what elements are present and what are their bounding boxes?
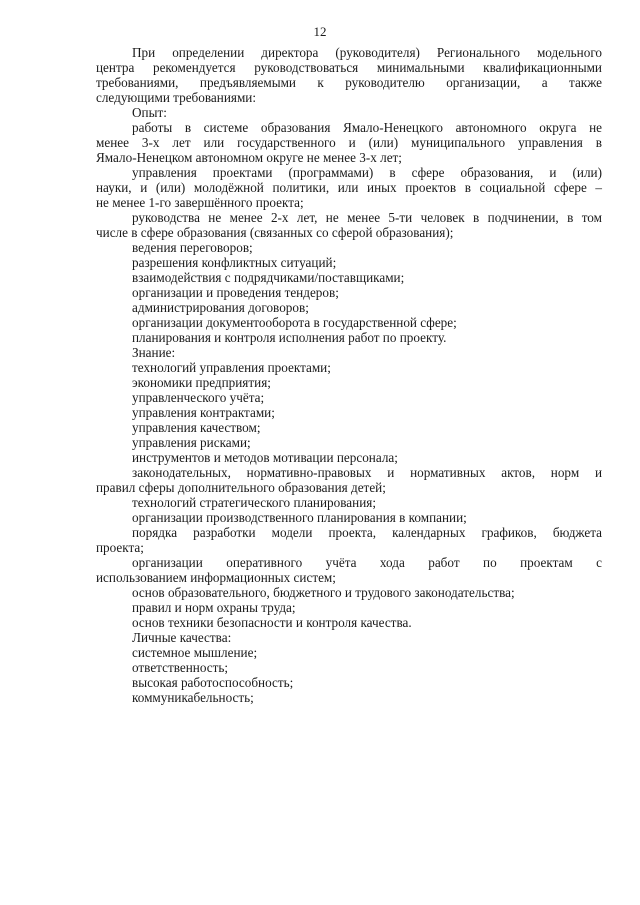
item-line: числе в сфере образования (связанных со сферой образования);	[96, 225, 454, 240]
list-item: управления контрактами;	[132, 405, 275, 420]
experience-list	[96, 240, 602, 345]
personal-qualities-heading: Личные качества:	[132, 630, 232, 645]
intro-line: При определении директора (руководителя) Регионального модельного	[132, 45, 602, 60]
experience-education-item	[96, 120, 602, 165]
list-item: экономики предприятия;	[132, 375, 271, 390]
list-item: управленческого учёта;	[132, 390, 265, 405]
item-line: не менее 1-го завершённого проекта;	[96, 195, 304, 210]
knowledge-legal-item	[96, 465, 602, 495]
experience-management-item	[96, 210, 602, 240]
page-number: 12	[313, 24, 327, 39]
list-item: коммуникабельность;	[132, 690, 254, 705]
experience-projects-item	[96, 165, 602, 210]
list-item: планирования и контроля исполнения работ по проекту.	[132, 330, 447, 345]
item-line: управления проектами (программами) в сфере образования, и (или)	[132, 165, 602, 180]
list-item: управления качеством;	[132, 420, 261, 435]
list-item: технологий управления проектами;	[132, 360, 331, 375]
list-item: организации документооборота в государственной сфере;	[132, 315, 457, 330]
knowledge-list-3	[96, 585, 602, 630]
document-body	[96, 45, 602, 705]
intro-line: следующими требованиями:	[96, 90, 257, 105]
knowledge-model-item	[96, 525, 602, 555]
list-item: организации и проведения тендеров;	[132, 285, 339, 300]
list-item: разрешения конфликтных ситуаций;	[132, 255, 337, 270]
knowledge-heading: Знание:	[132, 345, 176, 360]
list-item: взаимодействия с подрядчиками/поставщиками;	[132, 270, 405, 285]
list-item: ведения переговоров;	[132, 240, 253, 255]
list-item: организации производственного планирования в компании;	[132, 510, 467, 525]
list-item: правил и норм охраны труда;	[132, 600, 296, 615]
list-item: инструментов и методов мотивации персонала;	[132, 450, 398, 465]
list-item: основ техники безопасности и контроля качества.	[132, 615, 412, 630]
experience-heading: Опыт:	[132, 105, 167, 120]
item-line: правил сферы дополнительного образования детей;	[96, 480, 386, 495]
list-item: управления рисками;	[132, 435, 251, 450]
knowledge-list-2	[96, 495, 602, 525]
item-line: работы в системе образования Ямало-Ненецкого автономного округа не	[132, 120, 602, 135]
item-line: руководства не менее 2-х лет, не менее 5-ти человек в подчинении, в том	[132, 210, 602, 225]
item-line: использованием информационных систем;	[96, 570, 336, 585]
list-item: основ образовательного, бюджетного и трудового законодательства;	[132, 585, 515, 600]
item-line: проекта;	[96, 540, 144, 555]
item-line: Ямало-Ненецком автономном округе не менее 3-х лет;	[96, 150, 402, 165]
list-item: высокая работоспособность;	[132, 675, 294, 690]
item-line: менее 3-х лет или государственного и (или) муниципального управления в	[96, 135, 602, 150]
item-line: науки, и (или) молодёжной политики, или иных проектов в социальной сфере –	[96, 180, 602, 195]
knowledge-list	[96, 360, 602, 465]
list-item: технологий стратегического планирования;	[132, 495, 376, 510]
intro-paragraph	[96, 45, 602, 105]
intro-line: центра рекомендуется руководствоваться минимальными квалификационными	[96, 60, 602, 75]
list-item: ответственность;	[132, 660, 229, 675]
list-item: администрирования договоров;	[132, 300, 309, 315]
item-line: организации оперативного учёта хода работ по проектам с	[132, 555, 602, 570]
list-item: системное мышление;	[132, 645, 258, 660]
intro-line: требованиями, предъявляемыми к руководителю организации, а также	[96, 75, 602, 90]
item-line: порядка разработки модели проекта, календарных графиков, бюджета	[132, 525, 602, 540]
item-line: законодательных, нормативно-правовых и нормативных актов, норм и	[132, 465, 602, 480]
personal-qualities-list	[96, 645, 602, 705]
knowledge-operational-item	[96, 555, 602, 585]
